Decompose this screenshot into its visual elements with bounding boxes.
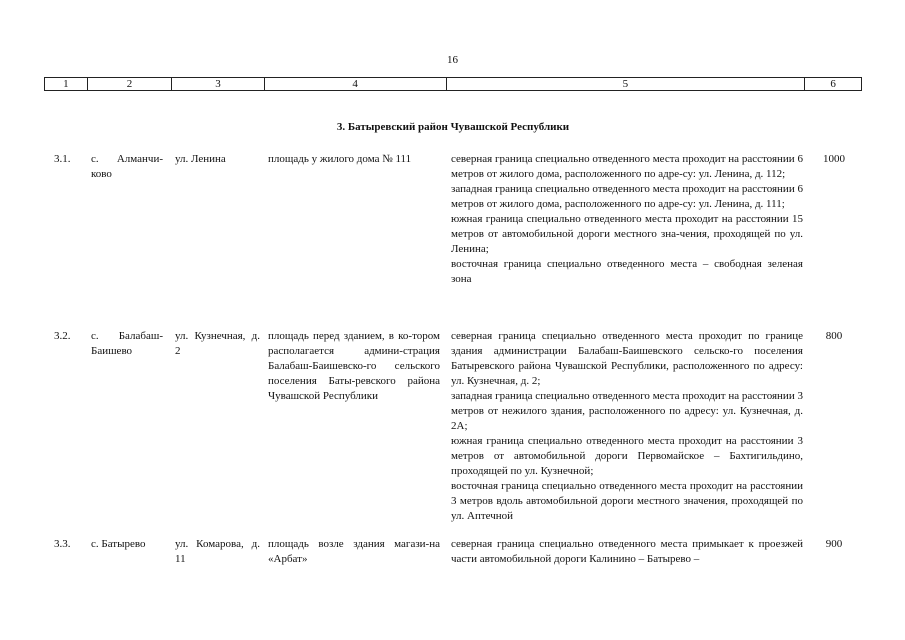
column-number: 6 bbox=[805, 78, 862, 91]
street: ул. Комарова, д. 11 bbox=[175, 538, 260, 565]
street: ул. Кузнечная, д. 2 bbox=[175, 330, 260, 357]
place-description: площадь перед зданием, в ко-тором располагается админи-страция Балабаш-Баишевско-го сельского поселения Баты-ревского района Чувашской Республики bbox=[268, 330, 440, 402]
area-value: 900 bbox=[825, 538, 843, 550]
border-north: северная граница специально отведенного места проходит на расстоянии 6 метров от жилого дома, расположенного по адре-су: ул. Ленина, д. 112; bbox=[451, 153, 803, 180]
column-number: 1 bbox=[45, 78, 88, 91]
settlement: с. Балабаш-Баишево bbox=[91, 330, 163, 357]
border-west: западная граница специально отведенного места проходит на расстоянии 6 метров от жилого дома, расположенного по адре-су: ул. Ленина, д. 111; bbox=[451, 183, 803, 210]
column-number: 5 bbox=[446, 78, 805, 91]
settlement: с. Батырево bbox=[91, 538, 146, 550]
place-description: площадь у жилого дома № 111 bbox=[268, 153, 412, 165]
page-number: 16 bbox=[447, 54, 458, 66]
borders-description bbox=[451, 152, 803, 287]
place-description: площадь возле здания магази-на «Арбат» bbox=[268, 538, 440, 565]
street: ул. Ленина bbox=[175, 153, 226, 165]
area-value: 1000 bbox=[823, 153, 845, 165]
row-number: 3.3. bbox=[54, 538, 71, 550]
settlement: с. Алманчи-ково bbox=[91, 153, 163, 180]
section-title: 3. Батыревский район Чувашской Республики bbox=[336, 121, 570, 133]
border-south: южная граница специально отведенного места проходит на расстоянии 3 метров от автомобильной дороги Первомайское – Бахтигильдино, проходящей по ул. Кузнечной; bbox=[451, 435, 803, 477]
column-number-header bbox=[44, 77, 862, 91]
row-number: 3.1. bbox=[54, 153, 71, 165]
border-west: западная граница специально отведенного места проходит на расстоянии 3 метров от нежилого здания, расположенного по адресу: ул. Кузнечная, д. 2А; bbox=[451, 390, 803, 432]
column-number: 3 bbox=[172, 78, 264, 91]
area-value: 800 bbox=[825, 330, 843, 342]
border-east: восточная граница специально отведенного места проходит на расстоянии 3 метров вдоль автомобильной дороги местного значения, проходящей по ул. Аптечной bbox=[451, 480, 803, 522]
column-number: 4 bbox=[264, 78, 446, 91]
border-north: северная граница специально отведенного места проходит по границе здания администрации Балабаш-Баишевского сельско-го поселения Батыревского района Чувашской Республики, расположенного по адресу: ул. Кузнечная, д. 2; bbox=[451, 330, 803, 387]
border-east: восточная граница специально отведенного места – свободная зеленая зона bbox=[451, 258, 803, 285]
borders-description bbox=[451, 329, 803, 524]
border-north: северная граница специально отведенного места примыкает к проезжей части автомобильной дороги Калинино – Батырево – bbox=[451, 538, 803, 565]
border-south: южная граница специально отведенного места проходит на расстоянии 15 метров от автомобильной дороги местного зна-чения, проходящей по ул. Ленина; bbox=[451, 213, 803, 255]
borders-description bbox=[451, 537, 803, 567]
row-number: 3.2. bbox=[54, 330, 71, 342]
column-number: 2 bbox=[87, 78, 171, 91]
